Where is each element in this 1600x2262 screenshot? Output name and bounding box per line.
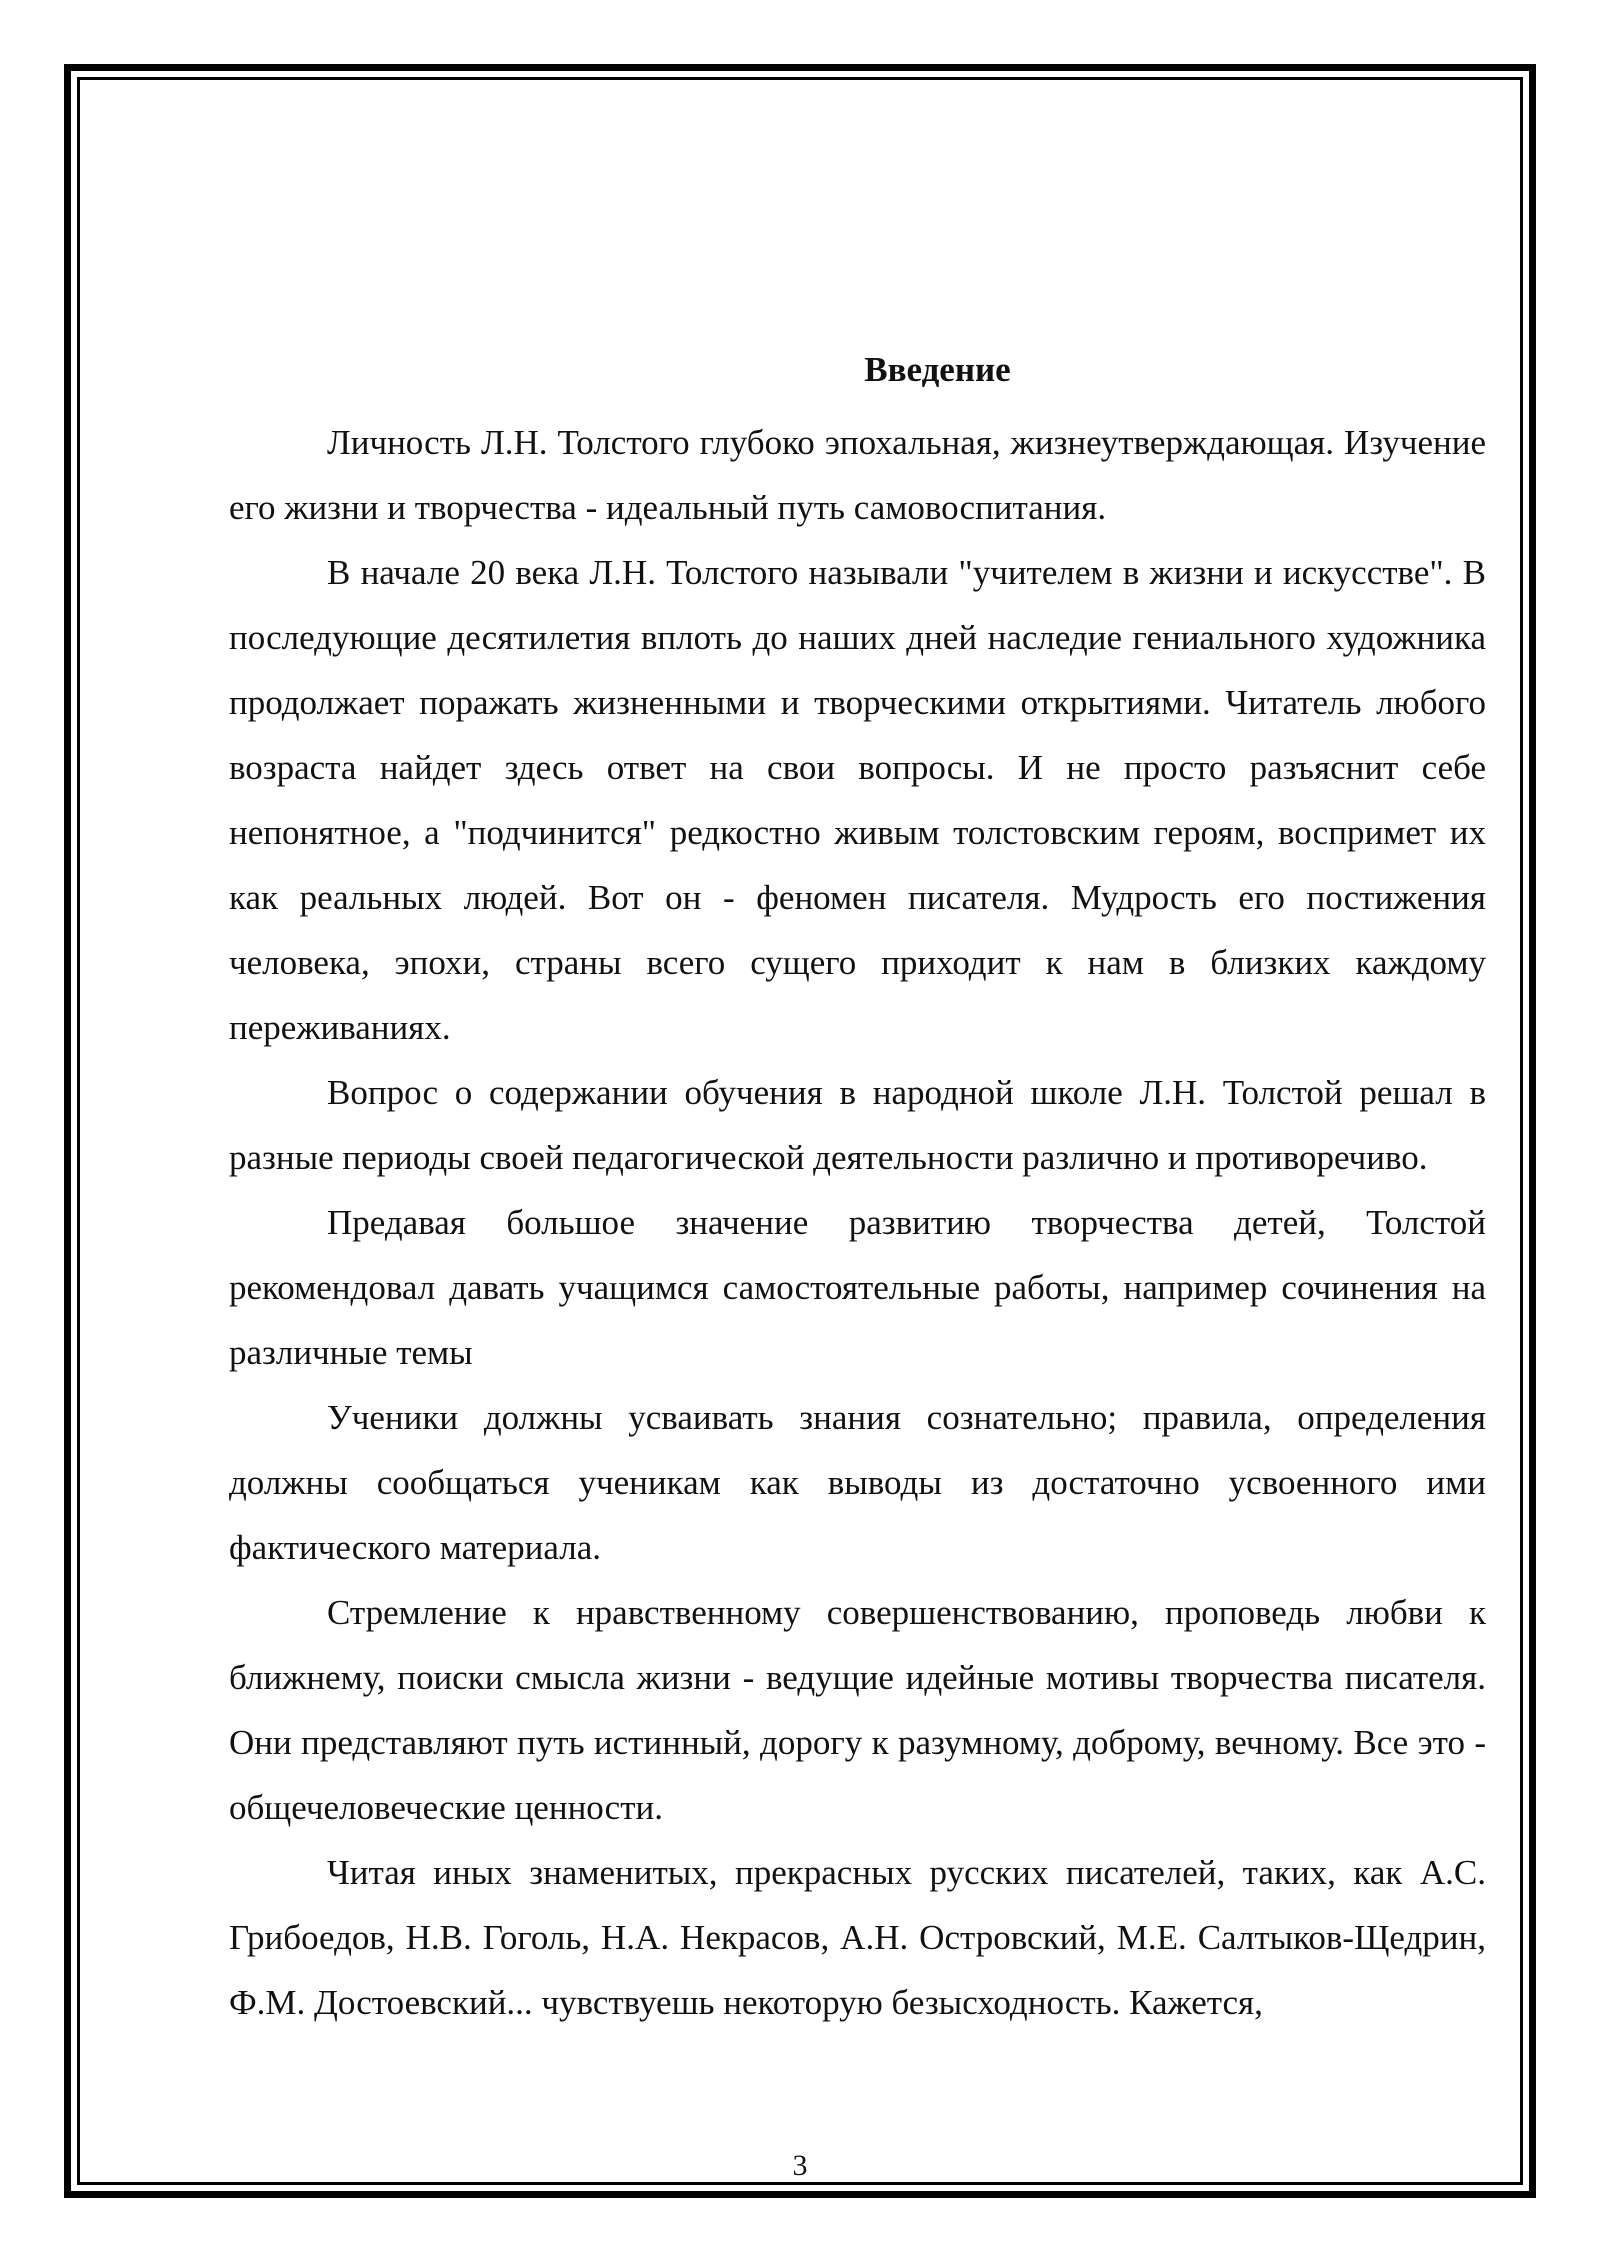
paragraph-2: В начале 20 века Л.Н. Толстого называли "учителем в жизни и искусстве". В последующие десятилетия вплоть до наших дней наследие гениального художника продолжает поражать жизненными и творческими открытиями. Читатель любого возраста найдет здесь ответ на свои вопросы. И не просто разъяснит себе непонятное, а "подчинится" редкостно живым толстовским героям, воспримет их как реальных людей. Вот он - феномен писателя. Мудрость его постижения человека, эпохи, страны всего сущего приходит к нам в близких каждому переживаниях. — [229, 553, 1486, 1047]
paragraph-5: Ученики должны усваивать знания сознательно; правила, определения должны сообщаться ученикам как выводы из достаточно усвоенного ими фактического материала. — [229, 1398, 1486, 1567]
document-body — [229, 330, 1486, 2035]
paragraph-6: Стремление к нравственному совершенствованию, проповедь любви к ближнему, поиски смысла жизни - ведущие идейные мотивы творчества писателя. Они представляют путь истинный, дорогу к разумному, доброму, вечному. Все это - общечеловеческие ценности. — [229, 1593, 1486, 1827]
section-heading: Введение — [864, 350, 1011, 389]
page-number: 3 — [792, 2149, 808, 2182]
paragraph-7: Читая иных знаменитых, прекрасных русских писателей, таких, как А.С. Грибоедов, Н.В. Гоголь, Н.А. Некрасов, А.Н. Островский, М.Е. Салтыков-Щедрин, Ф.М. Достоевский... чувствуешь некоторую безысходность. Кажется, — [229, 1853, 1486, 2022]
paragraph-3: Вопрос о содержании обучения в народной школе Л.Н. Толстой решал в разные периоды своей педагогической деятельности различно и противоречиво. — [229, 1073, 1486, 1177]
paragraph-1: Личность Л.Н. Толстого глубоко эпохальная, жизнеутверждающая. Изучение его жизни и творчества - идеальный путь самовоспитания. — [229, 423, 1486, 527]
paragraph-4: Предавая большое значение развитию творчества детей, Толстой рекомендовал давать учащимся самостоятельные работы, например сочинения на различные темы — [229, 1203, 1486, 1372]
